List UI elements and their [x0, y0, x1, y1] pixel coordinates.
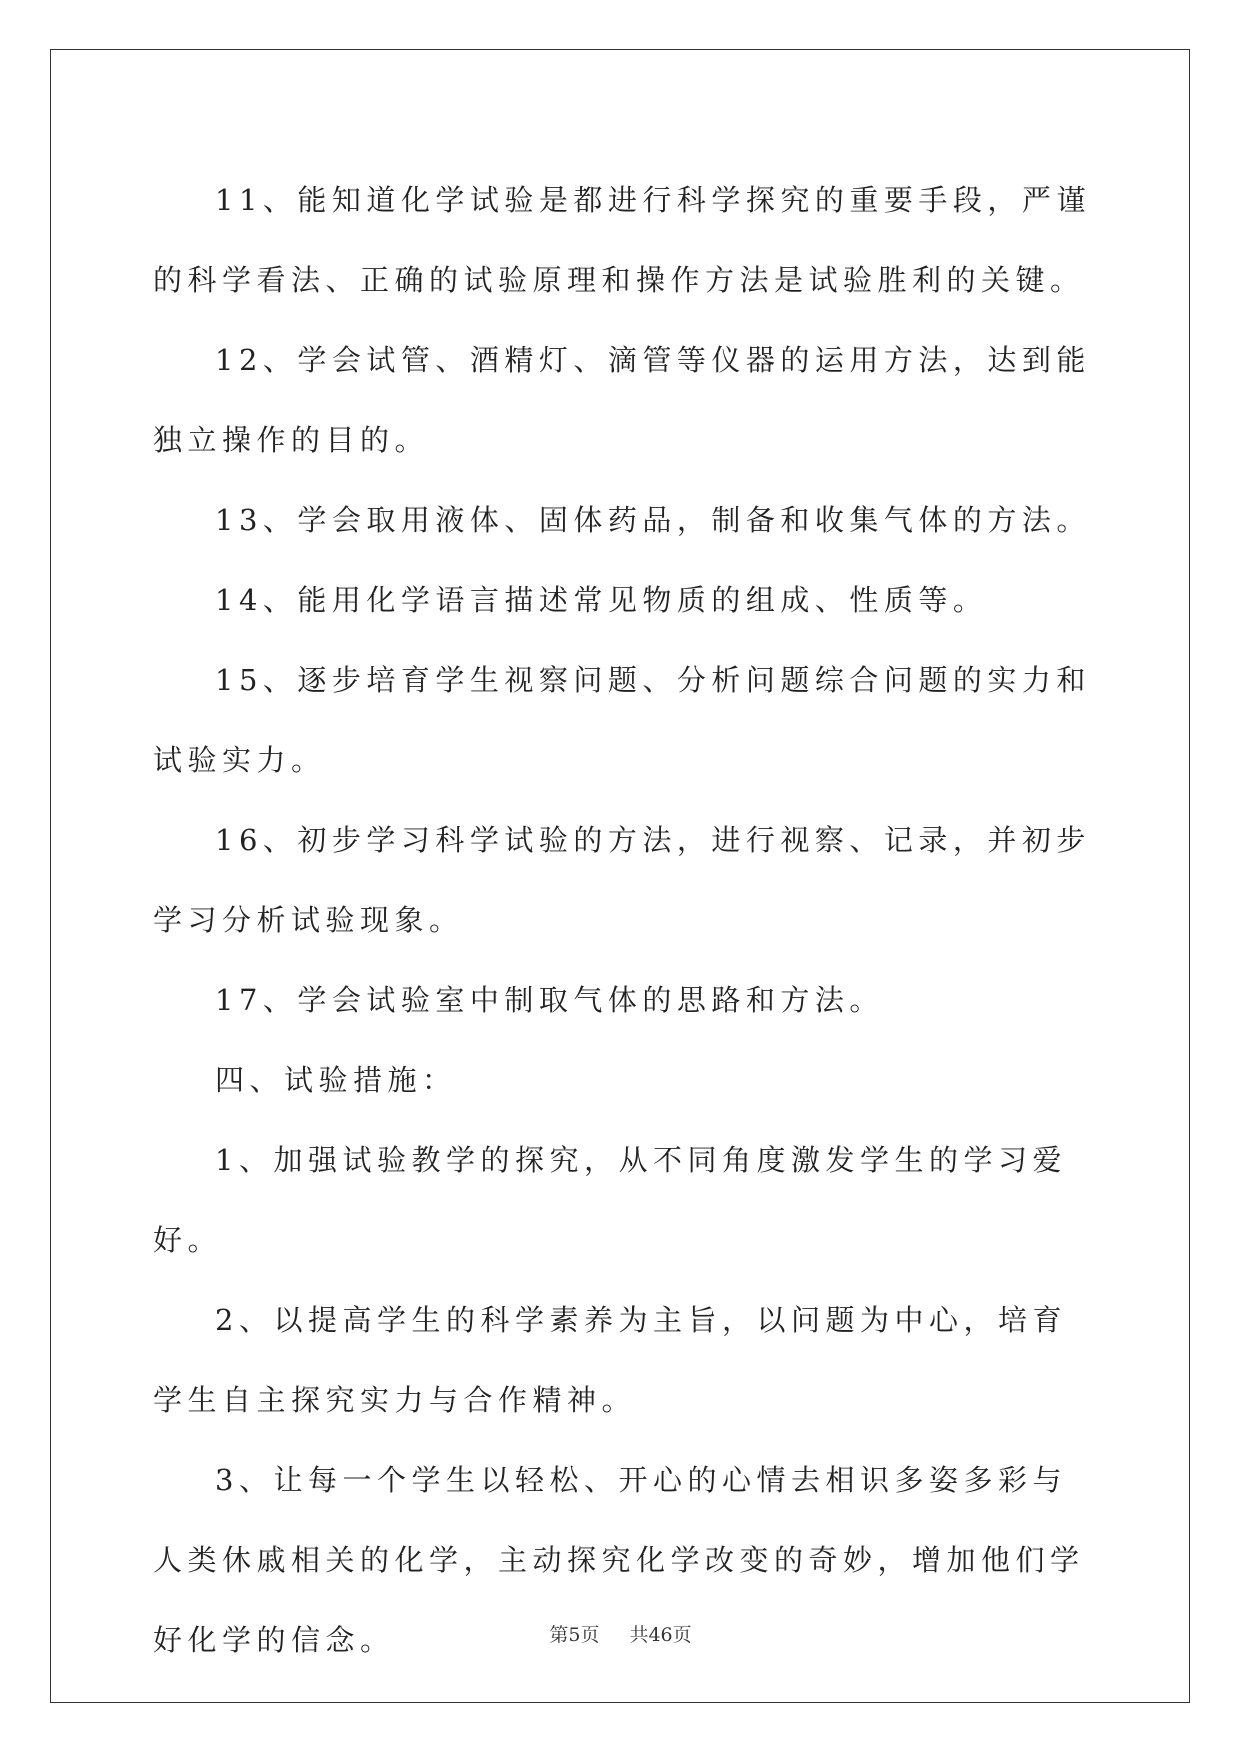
page-footer — [0, 1620, 1241, 1647]
measure-3: 3、让每一个学生以轻松、开心的心情去相识多姿多彩与人类休戚相关的化学，主动探究化学改变的奇妙，增加他们学好化学的信念。 — [153, 1463, 1085, 1657]
current-page-number: 第5页 — [549, 1624, 600, 1646]
paragraph-12: 12、学会试管、酒精灯、滴管等仪器的运用方法，达到能独立操作的目的。 — [153, 343, 1091, 457]
measure-2: 2、以提高学生的科学素养为主旨，以问题为中心，培育学生自主探究实力与合作精神。 — [153, 1303, 1067, 1417]
document-body — [153, 160, 1093, 1680]
paragraph-15: 15、逐步培育学生视察问题、分析问题综合问题的实力和试验实力。 — [153, 663, 1091, 777]
paragraph-14: 14、能用化学语言描述常见物质的组成、性质等。 — [215, 583, 988, 617]
measure-1: 1、加强试验教学的探究，从不同角度激发学生的学习爱好。 — [153, 1143, 1067, 1257]
paragraph-11: 11、能知道化学试验是都进行科学探究的重要手段，严谨的科学看法、正确的试验原理和操作方法是试验胜利的关键。 — [153, 183, 1091, 297]
section-heading: 四、试验措施： — [215, 1063, 457, 1097]
paragraph-16: 16、初步学习科学试验的方法，进行视察、记录，并初步学习分析试验现象。 — [153, 823, 1091, 937]
paragraph-17: 17、学会试验室中制取气体的思路和方法。 — [215, 983, 884, 1017]
paragraph-13: 13、学会取用液体、固体药品，制备和收集气体的方法。 — [215, 503, 1091, 537]
total-pages: 共46页 — [629, 1624, 692, 1646]
